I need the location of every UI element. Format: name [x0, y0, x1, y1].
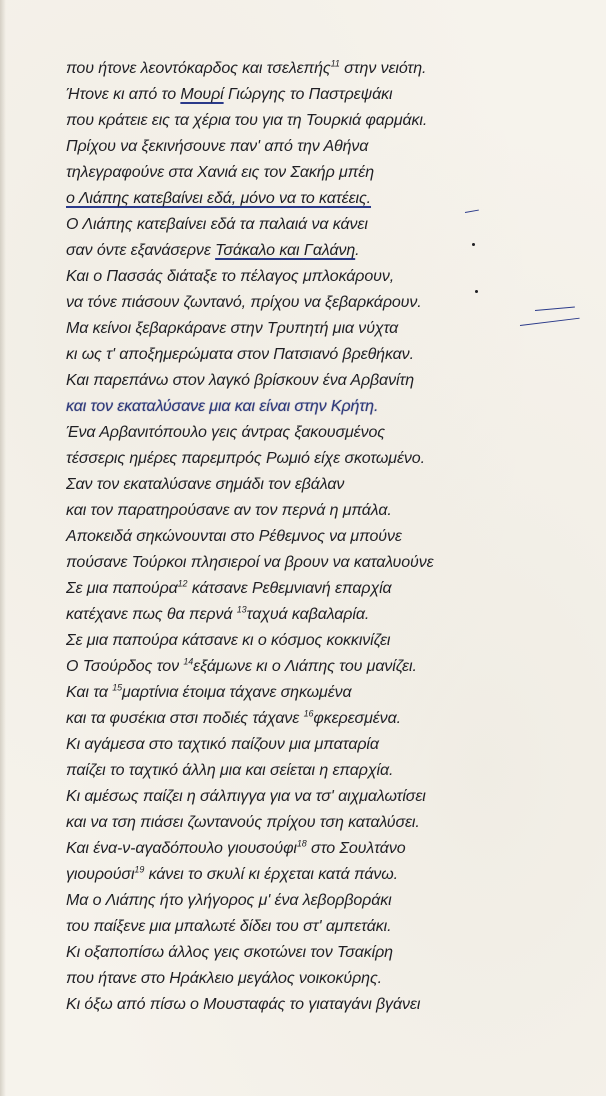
line-text: του παίξενε μια μπαλωτέ δίδει του στ' αμπετάκι. [66, 918, 392, 935]
poem-line [66, 810, 586, 836]
poem-line [66, 498, 586, 524]
poem-line [66, 888, 586, 914]
ink-dot [472, 243, 475, 246]
line-text: κάνει το σκυλί κι έρχεται κατά πάνω. [144, 866, 398, 883]
line-text: Γιώργης το Παστρεψάκι [223, 86, 393, 103]
poem-line [66, 628, 586, 654]
line-text: Και τα [66, 684, 113, 701]
line-text: ταχυά καβαλαρία. [246, 606, 370, 623]
poem-line [66, 706, 586, 732]
poem-line [66, 758, 586, 784]
line-text: Πρίχου να ξεκινήσουνε παν' από την Αθήνα [66, 138, 369, 155]
poem-line [66, 862, 586, 888]
line-text: Ο Τσούρδος τον [66, 658, 184, 675]
line-text: τηλεγραφούνε στα Χανιά εις τον Σακήρ μπέη [66, 164, 374, 181]
line-text: Και ο Πασσάς διάταξε το πέλαγος μπλοκάρουν, [66, 268, 395, 285]
line-text: που ήτονε λεοντόκαρδος και τσελεπής [66, 60, 331, 77]
poem-line [66, 966, 586, 992]
line-text: Ήτονε κι από το [66, 86, 181, 103]
footnote-marker: 11 [330, 58, 340, 69]
poem-line [66, 472, 586, 498]
poem-line [66, 82, 586, 108]
poem-line [66, 316, 586, 342]
line-text: Σε μια παπούρα κάτσανε κι ο κόσμος κοκκινίζει [66, 632, 391, 649]
poem-line [66, 394, 586, 420]
poem-line [66, 160, 586, 186]
poem-line [66, 446, 586, 472]
line-text: φκερεσμένα. [313, 710, 401, 727]
line-text: και τα φυσέκια στσι ποδιές τάχανε [66, 710, 304, 727]
line-text: σαν όντε εξανάσερνε [66, 242, 216, 259]
line-text: Κι όξω από πίσω ο Μουσταφάς το γιαταγάνι βγάνει [66, 996, 421, 1013]
line-text: στο Σουλτάνο [306, 840, 406, 857]
line-text: και τον παρατηρούσανε αν τον περνά η μπάλα. [66, 502, 392, 519]
poem-line [66, 238, 586, 264]
poem-line [66, 836, 586, 862]
footnote-marker: 15 [112, 682, 123, 693]
poem-line [66, 654, 586, 680]
poem-line [66, 264, 586, 290]
line-text: Μα κείνοι ξεβαρκάρανε στην Τρυπητή μια νύχτα [66, 320, 399, 337]
poem-line [66, 602, 586, 628]
poem-line [66, 680, 586, 706]
line-text: που ήτανε στο Ηράκλειο μεγάλος νοικοκύρης. [66, 970, 382, 987]
line-text: Σαν τον εκαταλύσανε σημάδι τον εβάλαν [66, 476, 345, 493]
footnote-marker: 14 [183, 656, 194, 667]
line-text: Και ένα-ν-αγαδόπουλο γιουσούφι [66, 840, 297, 857]
line-text: Μα ο Λιάπης ήτο γλήγορος μ' ένα λεβορβοράκι [66, 892, 392, 909]
line-text: κατέχανε πως θα περνά [66, 606, 237, 623]
poem-line [66, 134, 586, 160]
footnote-marker: 18 [296, 838, 307, 849]
line-text: και τον εκαταλύσανε μια και είναι στην Κρήτη. [66, 398, 379, 415]
poem-line [66, 212, 586, 238]
poem-line [66, 784, 586, 810]
line-text: γιουρούσι [66, 866, 135, 883]
line-text: Κι αγάμεσα στο ταχτικό παίζουν μια μπαταρία [66, 736, 379, 753]
line-text: Κι οξαποπίσω άλλος γεις σκοτώνει τον Τσακίρη [66, 944, 393, 961]
line-text: παίζει το ταχτικό άλλη μια και σείεται η επαρχία. [66, 762, 394, 779]
poem-line [66, 914, 586, 940]
line-text: . [355, 242, 360, 259]
poem-line [66, 186, 586, 212]
underlined-text: Μουρί [180, 86, 224, 103]
poem-line [66, 56, 586, 82]
line-text: Κι αμέσως παίζει η σάλπιγγα για να τσ' αιχμαλωτίσει [66, 788, 426, 805]
page-edge-shadow [0, 0, 6, 1096]
poem-line [66, 420, 586, 446]
line-text: Αποκειδά σηκώνουνται στο Ρέθεμνος να μπούνε [66, 528, 402, 545]
poem-line [66, 368, 586, 394]
line-text: στην νειότη. [339, 60, 427, 77]
poem-line [66, 992, 586, 1018]
underlined-text: ο Λιάπης κατεβαίνει εδά, μόνο να το κατέεις. [66, 190, 372, 207]
footnote-marker: 13 [236, 604, 247, 615]
footnote-marker: 16 [303, 708, 314, 719]
line-text: τέσσερις ημέρες παρεμπρός Ρωμιό είχε σκοτωμένο. [66, 450, 425, 467]
line-text: πούσανε Τούρκοι πλησιεροί να βρουν να καταλυούνε [66, 554, 434, 571]
poem-line [66, 108, 586, 134]
line-text: Και παρεπάνω στον λαγκό βρίσκουν ένα Αρβανίτη [66, 372, 415, 389]
poem-line [66, 732, 586, 758]
ink-dot [475, 290, 478, 293]
poem-line [66, 290, 586, 316]
line-text: να τόνε πιάσουν ζωντανό, πρίχου να ξεβαρκάρουν. [66, 294, 422, 311]
line-text: Ο Λιάπης κατεβαίνει εδά τα παλαιά να κάνει [66, 216, 368, 233]
line-text: εξάμωνε κι ο Λιάπης του μανίζει. [193, 658, 417, 675]
poem-line [66, 524, 586, 550]
footnote-marker: 19 [134, 864, 145, 875]
line-text: κι ως τ' αποξημερώματα στον Πατσιανό βρεθήκαν. [66, 346, 414, 363]
line-text: Ένα Αρβανιτόπουλο γεις άντρας ξακουσμένος [66, 424, 385, 441]
underlined-text: Τσάκαλο και Γαλάνη [215, 242, 356, 259]
footnote-marker: 12 [177, 578, 188, 589]
line-text: και να τση πιάσει ζωντανούς πρίχου τση καταλύσει. [66, 814, 420, 831]
poem-line [66, 940, 586, 966]
poem-line [66, 550, 586, 576]
line-text: που κράτειε εις τα χέρια του για τη Τουρκιά φαρμάκι. [66, 112, 428, 129]
line-text: μαρτίνια έτοιμα τάχανε σηκωμένα [122, 684, 352, 701]
poem-text-block [66, 56, 586, 1018]
poem-line [66, 576, 586, 602]
poem-line [66, 342, 586, 368]
line-text: κάτσανε Ρεθεμνιανή επαρχία [187, 580, 392, 597]
line-text: Σε μια παπούρα [66, 580, 178, 597]
